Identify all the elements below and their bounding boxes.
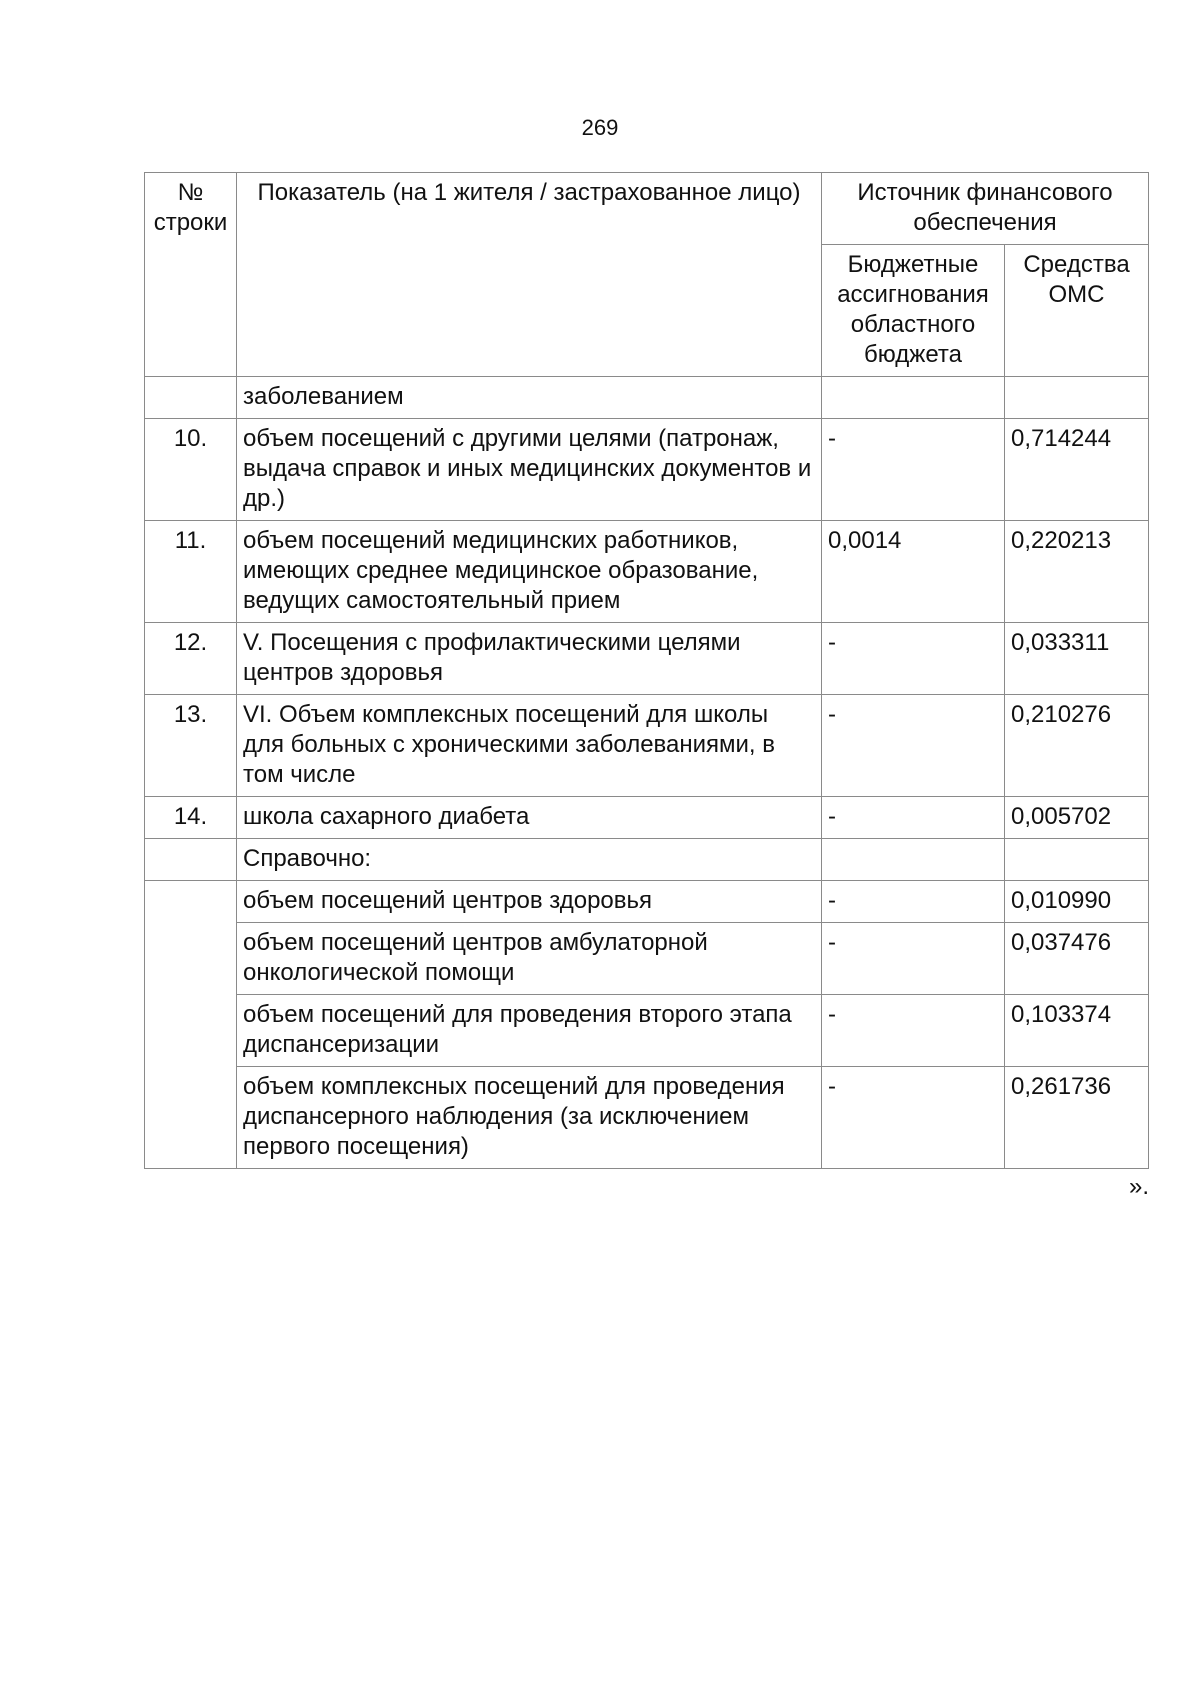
row-budget: - <box>822 623 1005 695</box>
row-number: 12. <box>145 623 237 695</box>
header-oms: Средства ОМС <box>1005 245 1149 377</box>
page-number: 269 <box>581 115 619 140</box>
row-budget: - <box>822 995 1005 1067</box>
row-indicator: объем посещений медицинских работников, имеющих среднее медицинское образование, ведущих самостоятельный прием <box>237 521 822 623</box>
row-oms <box>1005 839 1149 881</box>
row-indicator: школа сахарного диабета <box>237 797 822 839</box>
header-indicator: Показатель (на 1 жителя / застрахованное лицо) <box>237 173 822 377</box>
row-indicator: объем посещений для проведения второго этапа диспансеризации <box>237 995 822 1067</box>
row-oms: 0,103374 <box>1005 995 1149 1067</box>
row-oms: 0,010990 <box>1005 881 1149 923</box>
row-budget: 0,0014 <box>822 521 1005 623</box>
header-row <box>145 173 1149 245</box>
row-indicator: объем посещений центров амбулаторной онкологической помощи <box>237 923 822 995</box>
reference-row <box>145 923 1149 995</box>
row-indicator: V. Посещения с профилактическими целями центров здоровья <box>237 623 822 695</box>
header-row-number: № строки <box>145 173 237 377</box>
indicator-table <box>144 172 1149 1169</box>
row-number <box>145 839 237 881</box>
row-budget <box>822 377 1005 419</box>
row-number <box>145 377 237 419</box>
row-oms: 0,261736 <box>1005 1067 1149 1169</box>
row-oms: 0,033311 <box>1005 623 1149 695</box>
row-number: 11. <box>145 521 237 623</box>
row-budget: - <box>822 923 1005 995</box>
table-row <box>145 377 1149 419</box>
row-budget: - <box>822 1067 1005 1169</box>
row-number: 14. <box>145 797 237 839</box>
row-oms: 0,210276 <box>1005 695 1149 797</box>
row-budget: - <box>822 419 1005 521</box>
row-budget: - <box>822 797 1005 839</box>
row-oms: 0,005702 <box>1005 797 1149 839</box>
row-budget <box>822 839 1005 881</box>
reference-row <box>145 1067 1149 1169</box>
header-budget: Бюджетные ассигнования областного бюджета <box>822 245 1005 377</box>
closing-quote-mark: ». <box>1129 1173 1150 1200</box>
row-oms: 0,037476 <box>1005 923 1149 995</box>
row-oms <box>1005 377 1149 419</box>
header-funding-source: Источник финансового обеспечения <box>822 173 1149 245</box>
table-row <box>145 419 1149 521</box>
row-indicator: объем комплексных посещений для проведения диспансерного наблюдения (за исключением первого посещения) <box>237 1067 822 1169</box>
row-indicator: Справочно: <box>237 839 822 881</box>
row-oms: 0,220213 <box>1005 521 1149 623</box>
row-oms: 0,714244 <box>1005 419 1149 521</box>
table-row <box>145 695 1149 797</box>
table-row <box>145 839 1149 881</box>
row-indicator: VI. Объем комплексных посещений для школы для больных с хроническими заболеваниями, в том числе <box>237 695 822 797</box>
row-budget: - <box>822 881 1005 923</box>
table-row <box>145 521 1149 623</box>
row-indicator: заболеванием <box>237 377 822 419</box>
reference-row <box>145 995 1149 1067</box>
table-row <box>145 797 1149 839</box>
reference-row <box>145 881 1149 923</box>
row-number: 10. <box>145 419 237 521</box>
row-indicator: объем посещений центров здоровья <box>237 881 822 923</box>
reference-number-cell <box>145 881 237 1169</box>
row-indicator: объем посещений с другими целями (патронаж, выдача справок и иных медицинских документов и др.) <box>237 419 822 521</box>
row-budget: - <box>822 695 1005 797</box>
row-number: 13. <box>145 695 237 797</box>
table-row <box>145 623 1149 695</box>
